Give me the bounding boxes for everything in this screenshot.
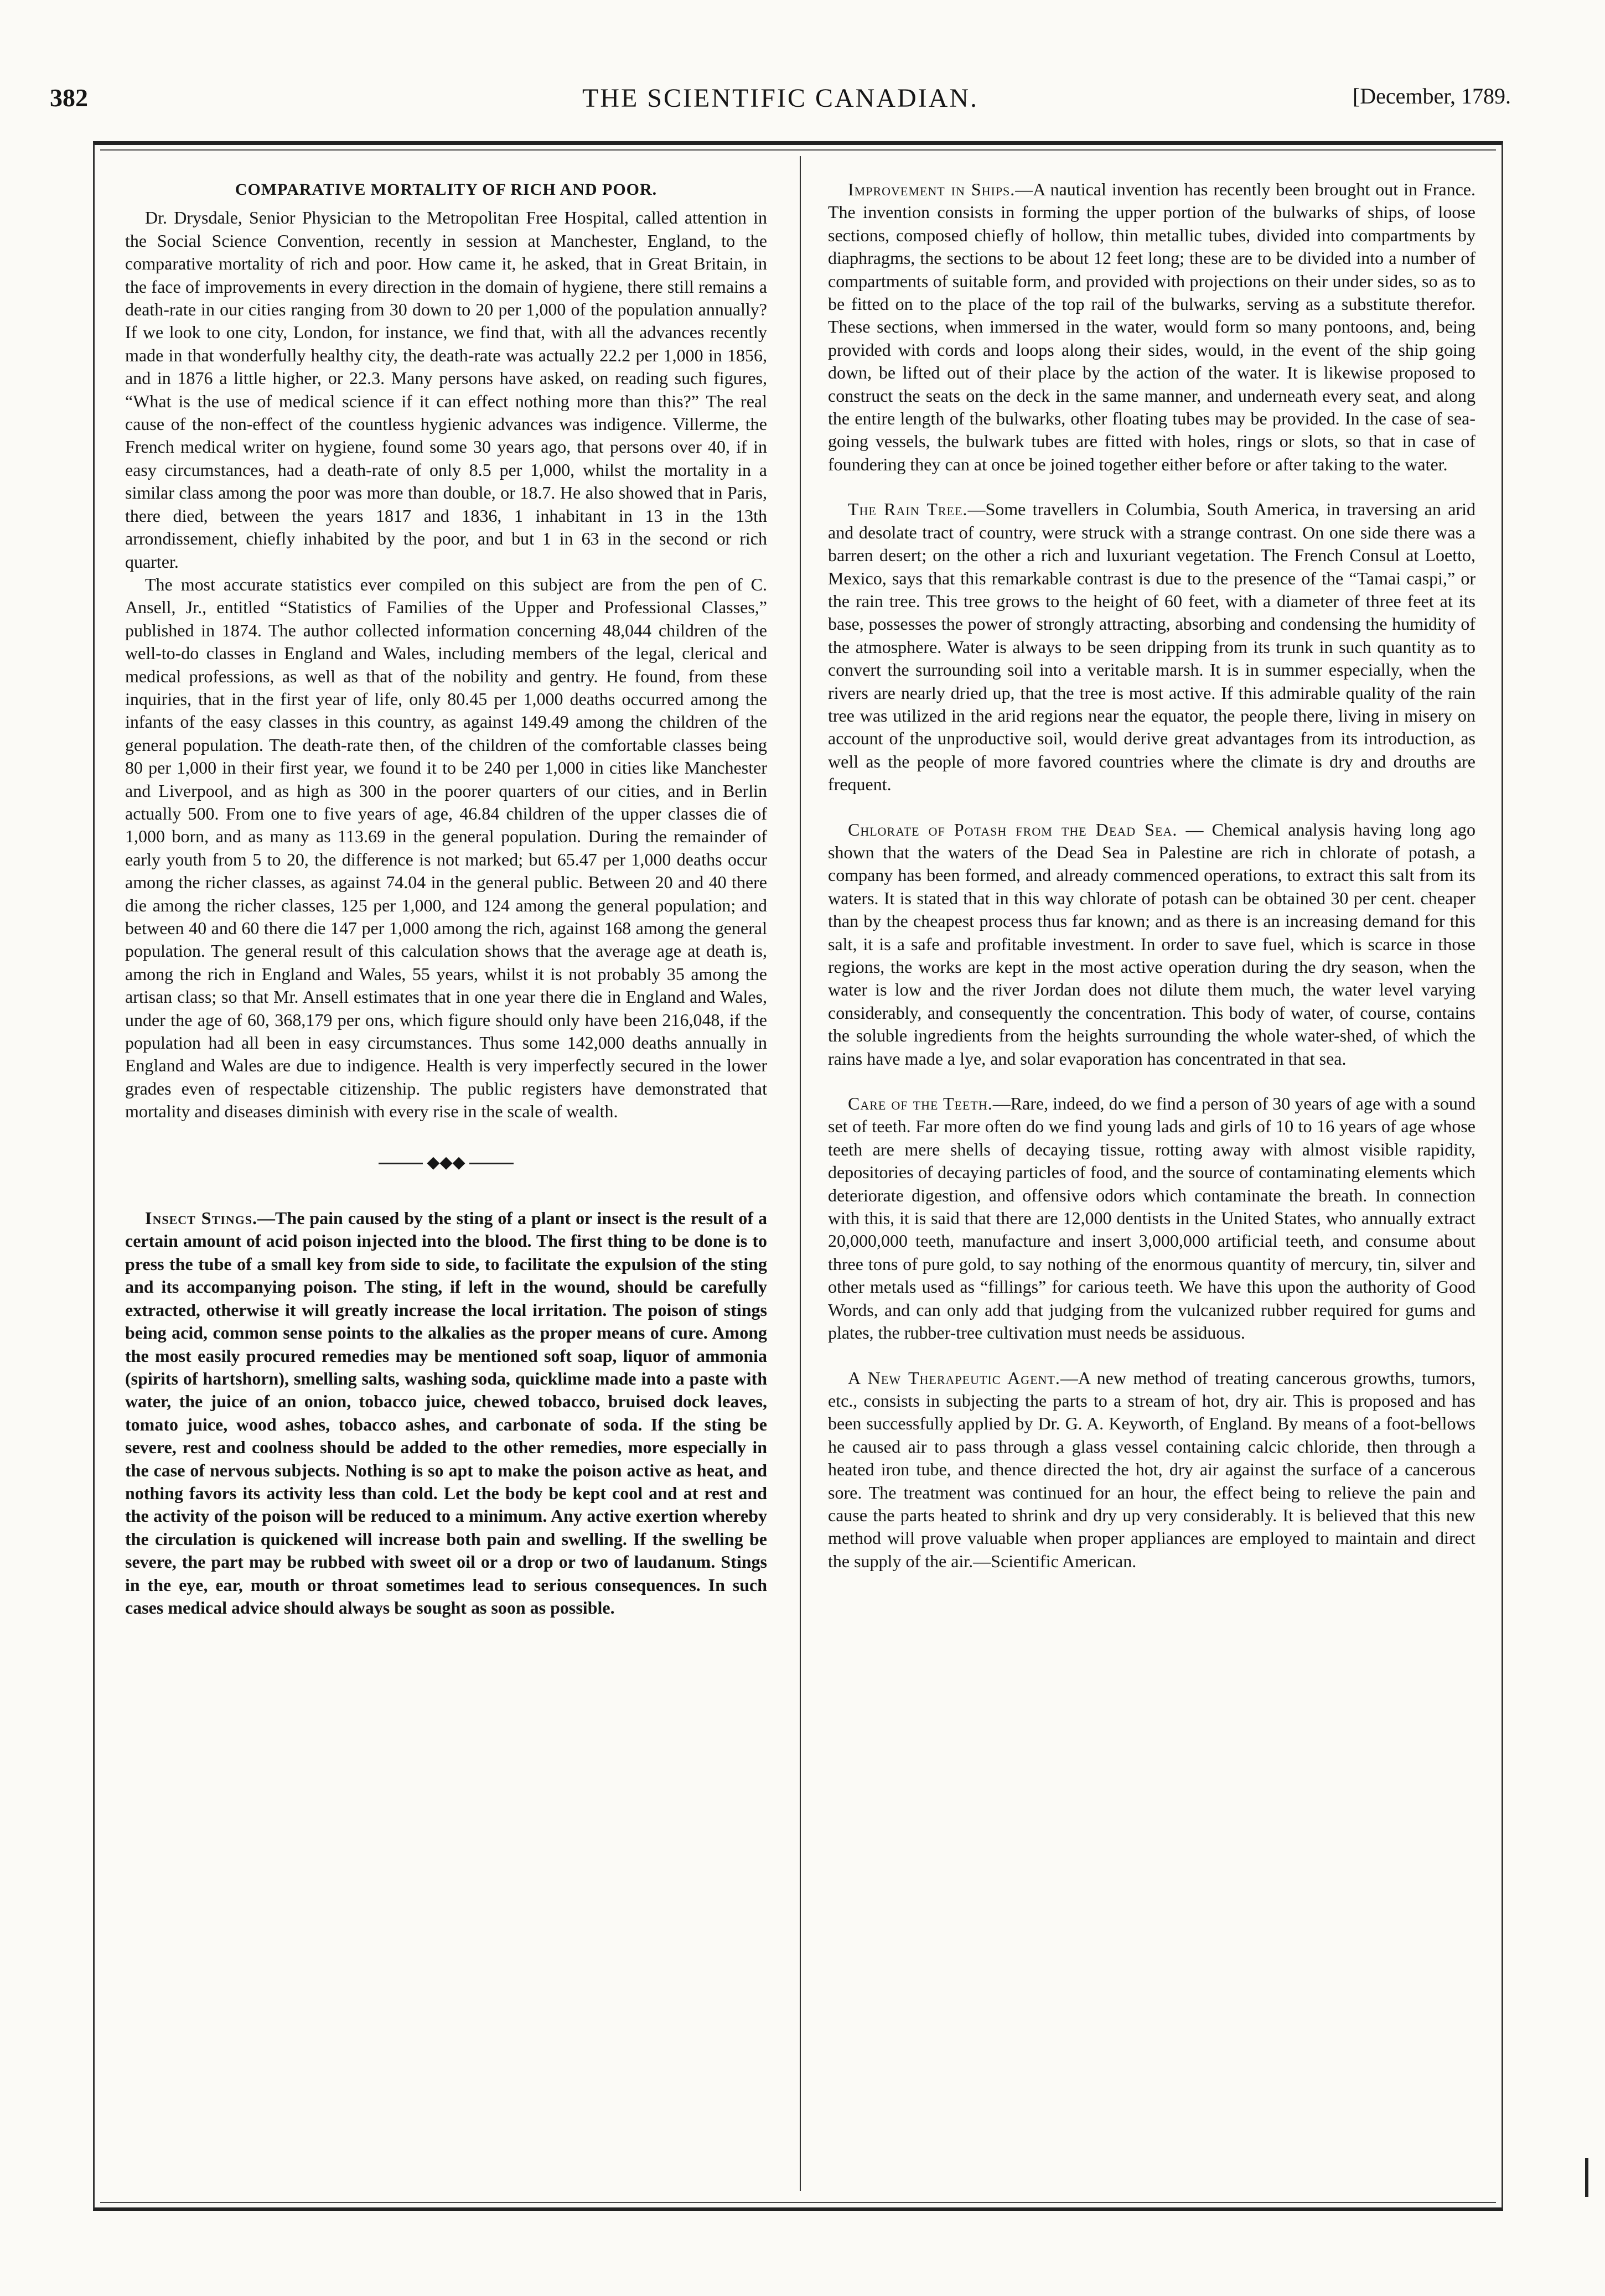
- rain-tree-body: —Some travellers in Columbia, South America, in traversing an arid and desolate tract of country, were struck with a strange contrast. On one side there was a barren desert; on the other a rich and luxuriant vegetation. The French Consul at Loetto, Mexico, says that this remarkable contrast is due to the presence of the “Tamai caspi,” or the rain tree. This tree grows to the height of 60 feet, with a diameter of three feet at its base, possesses the power of strongly attracting, absorbing and condensing the humidity of the atmosphere. Water is always to be seen dripping from its trunk in such quantity as to convert the surrounding soil into a veritable marsh. It is in summer especially, when the rivers are nearly dried up, that the tree is most active. If this admirable quality of the rain tree was utilized in the arid regions near the equator, the people there, living in misery on account of the unproductive soil, would derive great advantages from its introduction, as well as the people of more favored countries where the climate is dry and drouths are frequent.: [828, 499, 1476, 795]
- article-title-mortality: COMPARATIVE MORTALITY OF RICH AND POOR.: [235, 180, 657, 199]
- teeth-body: —Rare, indeed, do we find a person of 30 years of age with a sound set of teeth. Far more often do we find young lads and girls of 10 to 16 years of age whose teeth are mere shells of decaying tissue, rotting away with almost visible rapidity, depositories of decaying particles of food, and the source of contaminating elements which deteriorate digestion, and offensive odors which contaminate the breath. In connection with this, it is said that there are 12,000 dentists in the United States, who annually extract 20,000,000 teeth, manufacture and insert 3,000,000 artificial teeth, and consume about three tons of pure gold, to say nothing of the enormous quantity of mercury, tin, silver and other metals used as “fillings” for carious teeth. We have this upon the authority of Good Words, and can only add that judging from the vulcanized rubber required for gums and plates, the rubber-tree cultivation must needs be assiduous.: [828, 1093, 1476, 1343]
- mortality-paragraph-2: The most accurate statistics ever compiled on this subject are from the pen of C. Ansell, Jr., entitled “Statistics of Families of the Upper and Professional Classes,” published in 1874. The author collected information concerning 48,044 children of the well-to-do classes in England and Wales, including members of the legal, clerical and medical professions, as well as that of the nobility and gentry. He found, from these inquiries, that in the first year of life, only 80.45 per 1,000 deaths occurred among the infants of the easy classes in this country, as against 149.49 among the children of the general population. The death-rate then, of the children of the comfortable classes being 80 per 1,000 in their first year, we found it to be 240 per 1,000 in cities like Manchester and Liverpool, and as high as 300 in the poorer quarters of our cities, and in Berlin actually 500. From one to five years of age, 46.84 children of the upper classes die of 1,000 born, and as many as 113.69 in the general population. During the remainder of early youth from 5 to 20, the difference is not marked; but 65.47 per 1,000 deaths occur among the richer classes, as against 74.04 in the general public. Between 20 and 40 there die among the richer classes, 125 per 1,000, and 124 among the general population; and between 40 and 60 there die 147 per 1,000 among the rich, against 168 among the general population. The general result of this calculation shows that the average age at death is, among the rich in England and Wales, 55 years, whilst it is not probably 35 among the artisan class; so that Mr. Ansell estimates that in one year there die in England and Wales, under the age of 60, 368,179 per ons, which figure should only have been 216,048, if the population had all been in easy circumstances. Thus some 142,000 deaths annually in England and Wales are due to indigence. Health is very imperfectly secured in the lower grades even of respectable citizenship. The public registers have demonstrated that mortality and diseases diminish with every rise in the scale of wealth.: [125, 574, 767, 1122]
- potash-body: — Chemical analysis having long ago shown that the waters of the Dead Sea in Palestine are rich in chlorate of potash, a company has been formed, and already commenced operations, to extract this salt from its waters. It is stated that in this way chlorate of potash can be obtained 30 per cent. cheaper than by the cheapest process thus far known; and as there is an increasing demand for this salt, it is a safe and profitable investment. In order to save fuel, which is scarce in those regions, the works are kept in the most active operation during the dry season, when the water is low and the river Jordan does not dilute them much, the water level varying considerably, and consequently the concentration. This body of water, of course, contains the soluble ingredients from the heights surrounding the whole water-shed, of which the rains have made a lye, and solar evaporation has concentrated in that sea.: [828, 819, 1475, 1069]
- potash-paragraph: [828, 818, 1475, 1070]
- rain-tree-lead: The Rain Tree.: [848, 499, 968, 520]
- insect-stings-lead: Insect Stings.: [145, 1208, 258, 1229]
- header-date: [December, 1789.: [1352, 84, 1511, 108]
- page-frame: [93, 141, 1503, 2211]
- column-rule: [800, 156, 801, 2191]
- right-column: [828, 178, 1475, 1573]
- potash-lead: Chlorate of Potash from the Dead Sea.: [848, 819, 1178, 839]
- therapeutic-lead: A New Therapeutic Agent.: [848, 1367, 1060, 1388]
- therapeutic-body: —A new method of treating cancerous growths, tumors, etc., consists in subjecting the parts to a stream of hot, dry air. This is proposed and has been successfully applied by Dr. G. A. Keyworth, of England. By means of a foot-bellows he caused air to pass through a glass vessel containing calcic chloride, then through a heated iron tube, and thence directed the hot, dry air against the surface of a cancerous sore. The treatment was continued for an hour, the effect being to relieve the pain and cause the parts heated to shrink and dry up very considerably. It is believed that this new method will prove valuable when proper appliances are employed to maintain and direct the supply of the air.—Scientific American.: [828, 1367, 1475, 1571]
- running-title: THE SCIENTIFIC CANADIAN.: [582, 84, 978, 113]
- ships-paragraph: [828, 178, 1475, 476]
- edge-mark: [1585, 2158, 1588, 2197]
- left-column: [125, 178, 767, 1619]
- mortality-paragraph-1: Dr. Drysdale, Senior Physician to the Metropolitan Free Hospital, called attention in the Social Science Convention, recently in session at Manchester, England, to the comparative mortality of rich and poor. How came it, he asked, that in Great Britain, in the face of improvements in every direction in the domain of hygiene, there still remains a death-rate in our cities ranging from 30 down to 20 per 1,000 of the population annually? If we look to one city, London, for instance, we find that, with all the advances recently made in that wonderfully healthy city, the death-rate was actually 22.2 per 1,000 in 1856, and in 1876 a little higher, or 22.3. Many persons have asked, on reading such figures, “What is the use of medical science if it can effect nothing more than this?” The real cause of the non-effect of the countless hygienic advances was indigence. Villerme, the French medical writer on hygiene, found some 30 years ago, that persons over 40, if in easy circumstances, had a death-rate of only 8.5 per 1,000, whilst the mortality in a similar class among the poor was more than double, or 18.7. He also showed that in Paris, there died, between the years 1817 and 1836, 1 inhabitant in 13 in the 13th arrondissement, chiefly inhabited by the poor, and but 1 in 63 in the second or rich quarter.: [125, 208, 767, 572]
- section-ornament: ◆◆◆: [125, 1151, 767, 1174]
- rain-tree-paragraph: [828, 498, 1475, 796]
- insect-stings-paragraph: [125, 1207, 767, 1619]
- page-header: [50, 83, 1511, 127]
- ships-body: —A nautical invention has recently been brought out in France. The invention consists in forming the upper portion of the bulwarks of ships, of loose sections, composed chiefly of hollow, thin metallic tubes, divided into compartments by diaphragms, the sections to be about 12 feet long; these are to be divided into a number of compartments of suitable form, and provided with projections on their under sides, so as to be fitted on to the place of the top rail of the bulwarks, serving as a substitute therefor. These sections, when immersed in the water, would form so many pontoons, and, being provided with cords and loops along their sides, would, in the event of the ship going down, be lifted out of their place by the action of the water. It is likewise proposed to construct the seats on the deck in the same manner, and underneath every seat, and along the entire length of the bulwarks, other floating tubes may be provided. In the case of sea-going vessels, the bulwark tubes are fitted with holes, rings or slots, so that in case of foundering they can at once be joined together either before or after taking to the water.: [828, 179, 1475, 474]
- ships-lead: Improvement in Ships.: [848, 179, 1016, 199]
- teeth-paragraph: [828, 1092, 1475, 1344]
- insect-stings-body: —The pain caused by the sting of a plant or insect is the result of a certain amount of acid poison injected into the blood. The first thing to be done is to press the tube of a small key from side to side, to facilitate the expulsion of the sting and its accompanying poison. The sting, if left in the wound, should be carefully extracted, otherwise it will greatly increase the local irritation. The poison of stings being acid, common sense points to the alkalies as the proper means of cure. Among the most easily procured remedies may be mentioned soft soap, liquor of ammonia (spirits of hartshorn), smelling salts, washing soda, quicklime made into a paste with water, the juice of an onion, tobacco juice, chewed tobacco, bruised dock leaves, tomato juice, wood ashes, tobacco ashes, and carbonate of soda. If the sting be severe, rest and coolness should be added to the other remedies, more especially in the case of nervous subjects. Nothing is so apt to make the poison active as heat, and nothing favors its activity less than cold. Let the body be kept cool and at rest and the activity of the poison will be reduced to a minimum. Any active exertion whereby the circulation is quickened will increase both pain and swelling. If the swelling be severe, the part may be rubbed with sweet oil or a drop or two of laudanum. Stings in the eye, ear, mouth or throat sometimes lead to serious consequences. In such cases medical advice should always be sought as soon as possible.: [125, 1208, 767, 1618]
- teeth-lead: Care of the Teeth.: [848, 1093, 993, 1114]
- therapeutic-paragraph: [828, 1367, 1475, 1573]
- page-number: 382: [50, 84, 88, 112]
